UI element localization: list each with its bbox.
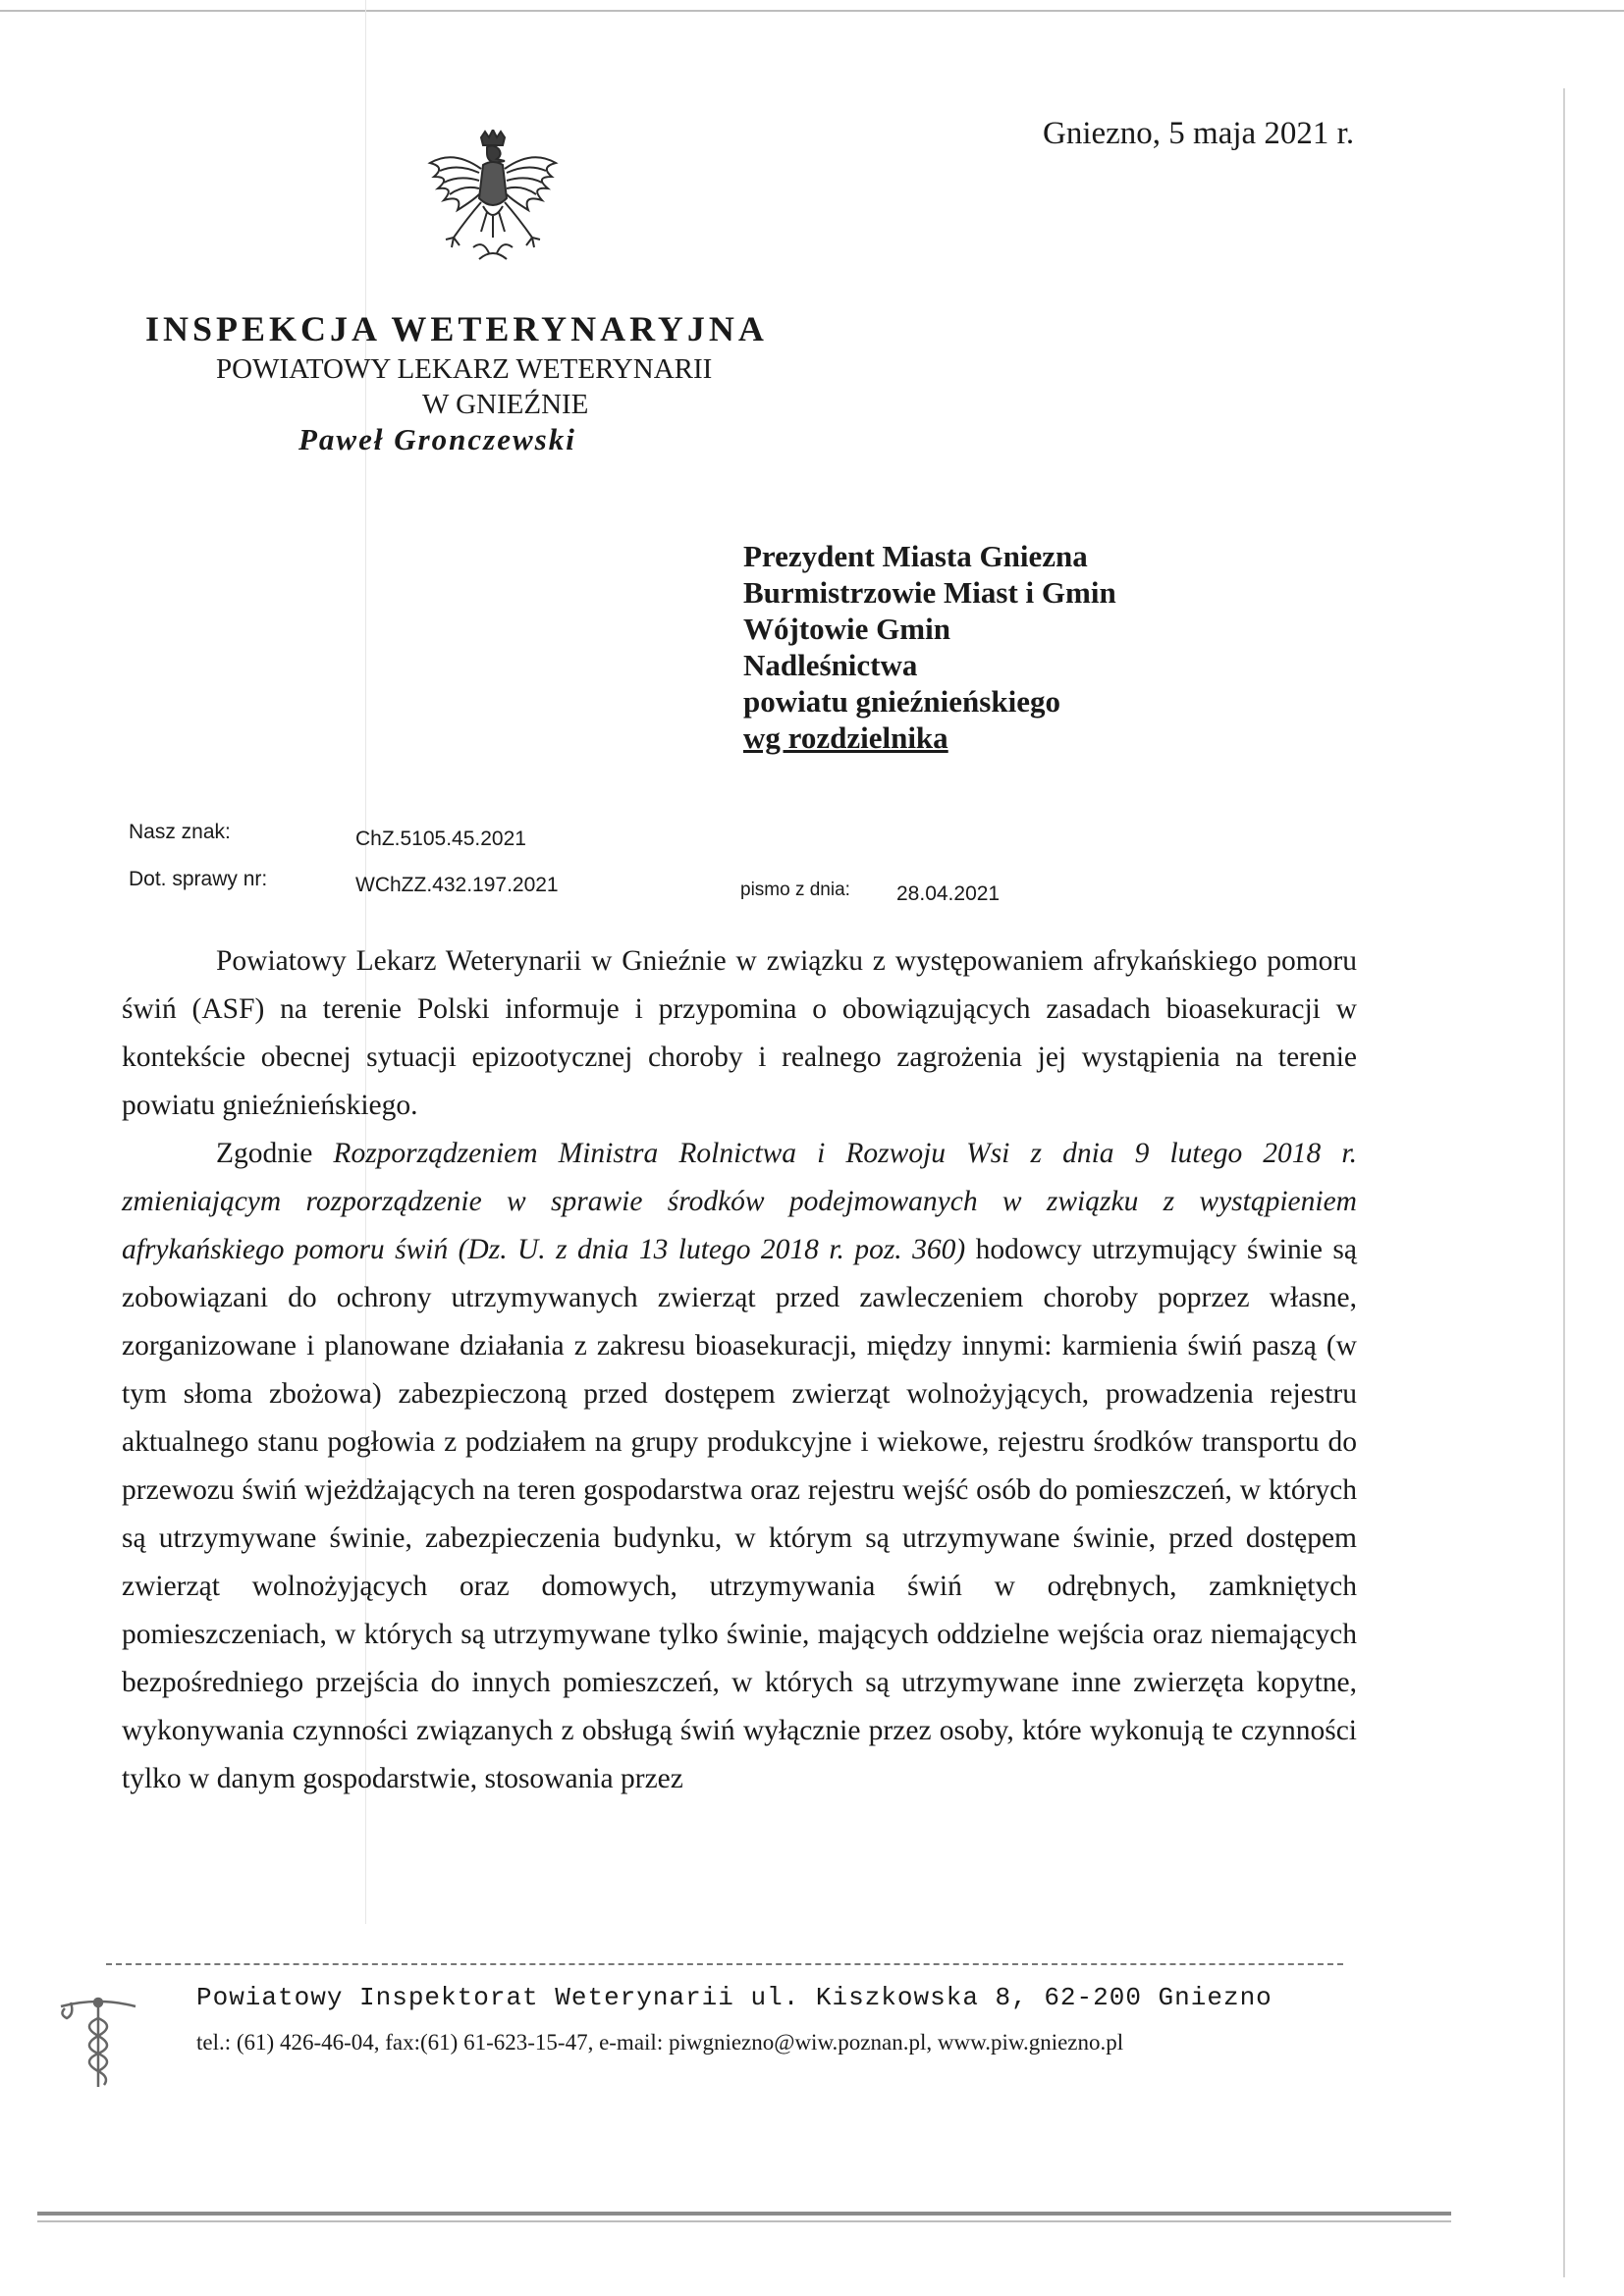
recipient-line: powiatu gnieźnieńskiego — [743, 684, 1060, 719]
official-name: Paweł Gronczewski — [298, 422, 576, 456]
caduceus-logo-icon — [51, 1993, 145, 2091]
body-paragraph-2 — [122, 1130, 1357, 1803]
scan-edge-bottom-2 — [37, 2220, 1451, 2222]
polish-eagle-emblem-icon — [424, 130, 562, 277]
footer-address: Powiatowy Inspektorat Weterynarii ul. Kiszkowska 8, 62-200 Gniezno — [196, 1983, 1272, 2012]
case-label: Dot. sprawy nr: — [129, 868, 268, 890]
letter-date-label: pismo z dnia: — [740, 880, 850, 900]
scan-edge-right — [1563, 88, 1565, 2277]
recipients-block — [743, 538, 1116, 756]
our-ref-label: Nasz znak: — [129, 821, 231, 843]
letter-date-value: 28.04.2021 — [896, 882, 1001, 905]
our-ref-value: ChZ.5105.45.2021 — [355, 828, 526, 850]
regulation-citation: Rozporządzeniem Ministra Rolnictwa i Rozwoju Wsi z dnia 9 lutego 2018 r. zmieniającym rozporządzenie w sprawie środków podejmowanych w związku z wystąpieniem afrykańskiego pomoru świń (Dz. U. z dnia 13 lutego 2018 r. poz. 360) — [122, 1138, 1357, 1265]
para2-intro: Zgodnie — [216, 1138, 334, 1169]
footer-contact: tel.: (61) 426-46-04, fax:(61) 61-623-15-47, e-mail: piwgniezno@wiw.poznan.pl, www.piw.gniezno.pl — [196, 2030, 1124, 2055]
letter-body — [122, 937, 1357, 1803]
recipient-line: Prezydent Miasta Gniezna — [743, 539, 1088, 573]
scan-edge-bottom — [37, 2212, 1451, 2216]
institution-name: INSPEKCJA WETERYNARYJNA — [145, 309, 768, 348]
scan-edge-top — [0, 10, 1624, 12]
recipient-line-distribution: wg rozdzielnika — [743, 721, 948, 755]
case-value: WChZZ.432.197.2021 — [355, 874, 559, 896]
office-line-2: W GNIEŹNIE — [422, 389, 589, 420]
recipient-line: Burmistrzowie Miast i Gmin — [743, 575, 1116, 610]
body-paragraph-1: Powiatowy Lekarz Weterynarii w Gnieźnie w związku z występowaniem afrykańskiego pomoru świń (ASF) na terenie Polski informuje i przypomina o obowiązujących zasadach bioasekuracji w kontekście obecnej sytuacji epizootycznej choroby i realnego zagrożenia jej wystąpienia na terenie powiatu gnieźnieńskiego. — [122, 945, 1357, 1121]
office-line-1: POWIATOWY LEKARZ WETERYNARII — [216, 353, 713, 385]
para2-text: hodowcy utrzymujący świnie są zobowiązani do ochrony utrzymywanych zwierząt przed zawleczeniem choroby poprzez własne, zorganizowane i planowane działania z zakresu bioasekuracji, między innymi: karmienia świń paszą (w tym słoma zbożowa) zabezpieczoną przed dostępem zwierząt wolnożyjących, prowadzenia rejestru aktualnego stanu pogłowia z podziałem na grupy produkcyjne i wiekowe, rejestru środków transportu do przewozu świń wjeżdżających na teren gospodarstwa oraz rejestru wejść osób do pomieszczeń, w których są utrzymywane świnie, zabezpieczenia budynku, w którym są utrzymywane świnie, przed dostępem zwierząt wolnożyjących oraz domowych, utrzymywania świń w odrębnych, zamkniętych pomieszczeniach, w których są utrzymywane tylko świnie, mających oddzielne wejścia oraz niemających bezpośredniego przejścia do innych pomieszczeń, w których są utrzymywane inne zwierzęta kopytne, wykonywania czynności związanych z obsługą świń wyłącznie przez osoby, które wykonują te czynności tylko w danym gospodarstwie, stosowania przez — [122, 1234, 1358, 1794]
recipient-line: Wójtowie Gmin — [743, 612, 950, 646]
letter-date: Gniezno, 5 maja 2021 r. — [1043, 116, 1355, 151]
recipient-line: Nadleśnictwa — [743, 648, 918, 682]
footer-divider — [106, 1963, 1343, 1965]
